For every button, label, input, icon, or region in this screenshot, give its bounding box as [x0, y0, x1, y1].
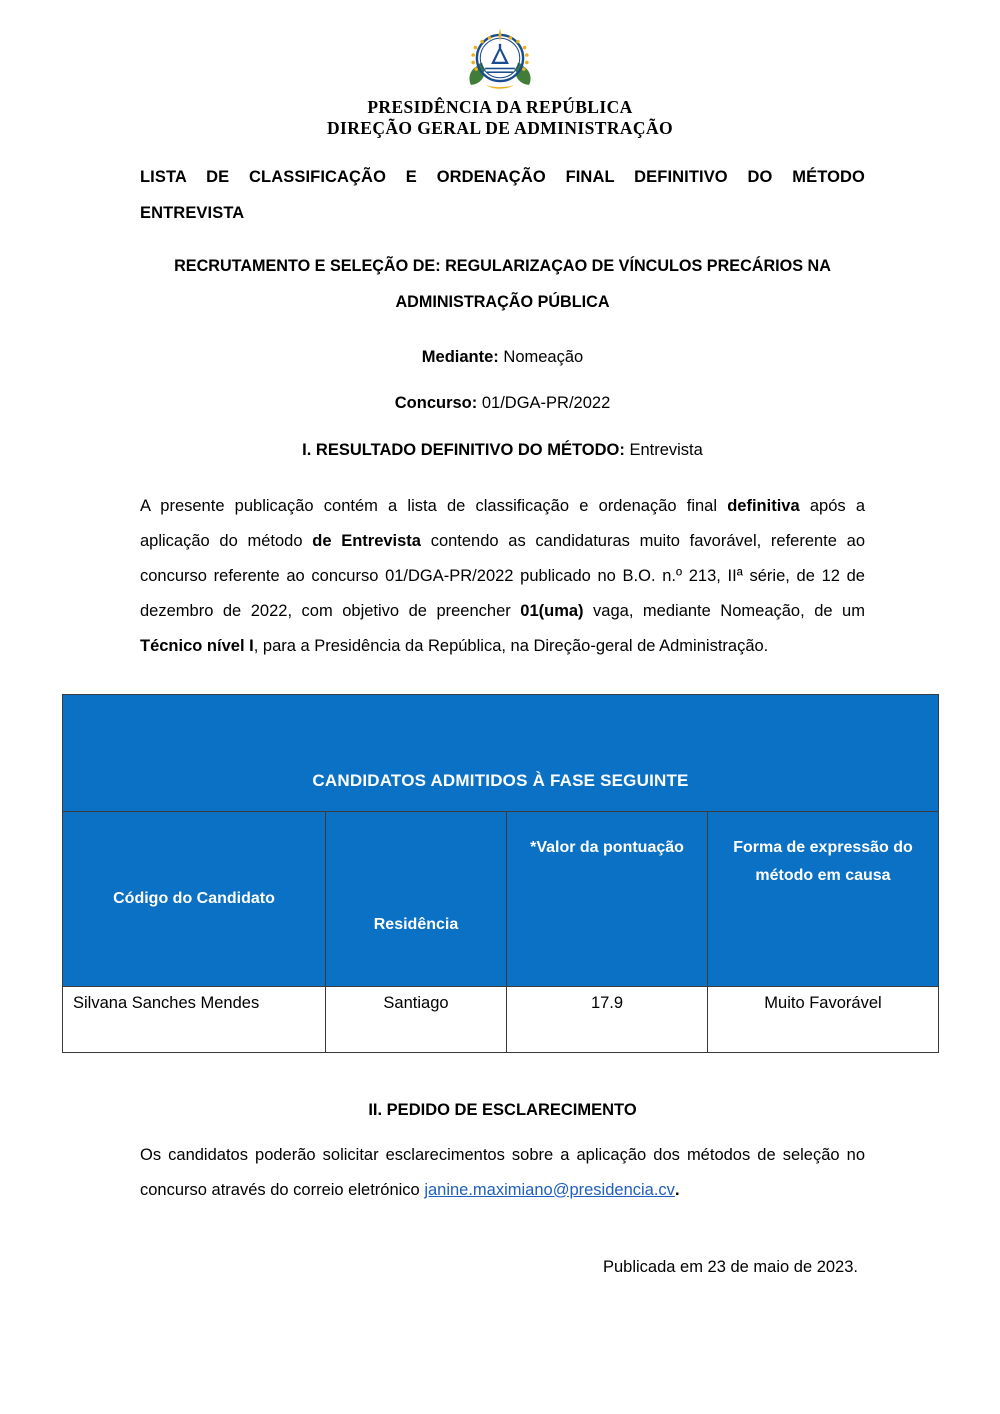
table-header-row — [63, 811, 939, 986]
results-table-container — [0, 694, 1000, 1053]
institution-line-2: DIREÇÃO GERAL DE ADMINISTRAÇÃO — [326, 117, 673, 138]
mediante-label: Mediante: — [421, 347, 499, 366]
clarification-paragraph — [140, 1138, 865, 1208]
mediante-line — [140, 345, 865, 370]
column-header-pontuacao: *Valor da pontuação — [507, 811, 708, 986]
paragraph-part-2: após a aplicação do método — [140, 496, 865, 550]
paragraph-emphasis-tecnico: Técnico nível I — [140, 636, 254, 655]
clarification-section — [0, 1101, 1000, 1277]
concurso-label: Concurso: — [394, 394, 478, 413]
paragraph-part-1: A presente publicação contém a lista de classificação e ordenação final — [140, 496, 728, 515]
paragraph-part-3: contendo as candidaturas muito favorável, referente ao concurso referente ao concurso 01/DGA-PR/2022 publicado no B.O. n.º 213, IIª série, de 12 de dezembro de 2022, com objetivo de preencher — [140, 531, 866, 620]
institution-line-1: PRESIDÊNCIA DA REPÚBLICA — [367, 97, 633, 117]
concurso-value: 01/DGA-PR/2022 — [481, 394, 611, 413]
cell-residencia: Santiago — [326, 986, 507, 1052]
document-subtitle: RECRUTAMENTO E SELEÇÃO DE: REGULARIZAÇAO DE VÍNCULOS PRECÁRIOS NA ADMINISTRAÇÃO PÚBLICA — [174, 257, 831, 311]
clarification-text-before: Os candidatos poderão solicitar esclarecimentos sobre a aplicação dos métodos de seleção no concurso através do correio eletrónico — [140, 1145, 865, 1199]
clarification-heading: II. PEDIDO DE ESCLARECIMENTO — [368, 1100, 637, 1119]
resultado-label: I. RESULTADO DEFINITIVO DO MÉTODO: — [302, 441, 625, 459]
results-table — [62, 694, 939, 1053]
paragraph-part-5: , para a Presidência da República, na Direção-geral de Administração. — [253, 636, 769, 655]
document-title: LISTA DE CLASSIFICAÇÃO E ORDENAÇÃO FINAL DEFINITIVO DO MÉTODO ENTREVISTA — [140, 168, 865, 222]
table-banner-row — [63, 694, 939, 811]
paragraph-part-4: vaga, mediante Nomeação, de um — [583, 601, 865, 620]
cape-verde-republic-emblem-icon — [459, 22, 541, 94]
document-header — [0, 0, 1000, 138]
mediante-value: Nomeação — [503, 347, 584, 366]
column-header-residencia: Residência — [326, 811, 507, 986]
column-header-expressao: Forma de expressão do método em causa — [708, 811, 939, 986]
resultado-value: Entrevista — [629, 441, 703, 459]
cell-codigo: Silvana Sanches Mendes — [63, 986, 326, 1052]
concurso-line — [140, 391, 865, 416]
paragraph-emphasis-definitiva: definitiva — [727, 496, 800, 515]
resultado-line — [140, 438, 865, 463]
publication-date: Publicada em 23 de maio de 2023. — [602, 1257, 858, 1276]
paragraph-emphasis-vaga: 01(uma) — [520, 601, 584, 620]
contact-email-link[interactable]: janine.maximiano@presidencia.cv — [424, 1180, 675, 1199]
cell-expressao: Muito Favorável — [708, 986, 939, 1052]
institution-titles — [0, 97, 1000, 138]
table-banner: CANDIDATOS ADMITIDOS À FASE SEGUINTE — [63, 694, 939, 811]
cell-pontuacao: 17.9 — [507, 986, 708, 1052]
main-paragraph — [140, 489, 865, 664]
emblem-container — [0, 22, 1000, 94]
column-header-codigo: Código do Candidato — [63, 811, 326, 986]
document-content — [0, 160, 1000, 663]
table-row — [63, 986, 939, 1052]
clarification-text-after: . — [674, 1180, 680, 1199]
paragraph-emphasis-entrevista: de Entrevista — [312, 531, 421, 550]
